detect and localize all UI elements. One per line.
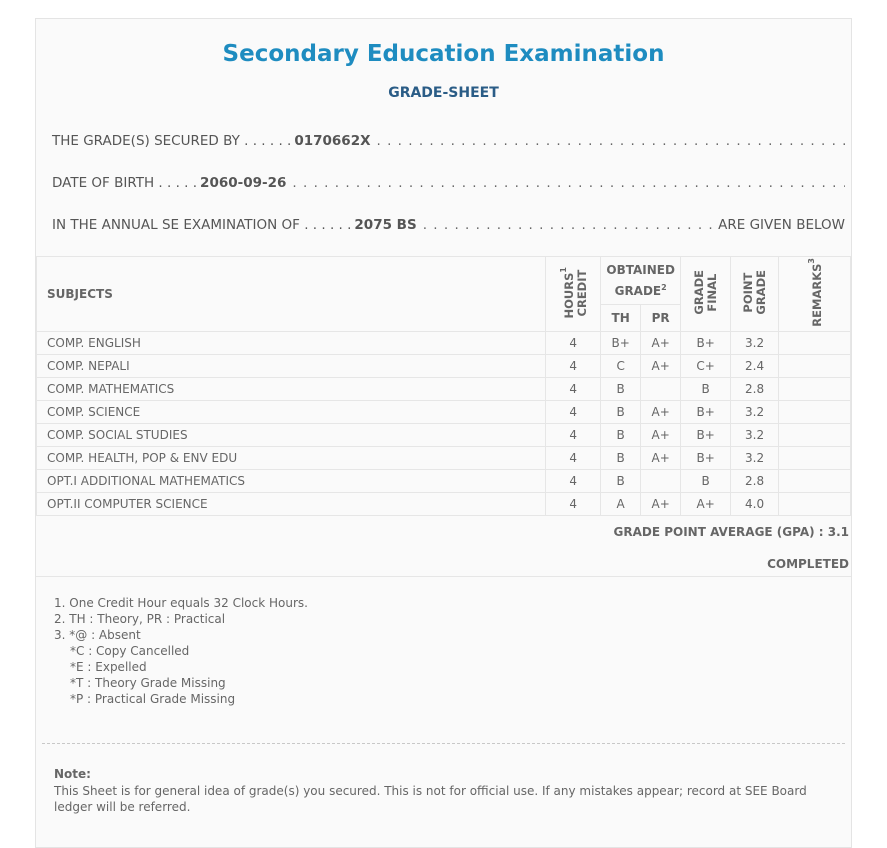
th-cell: B+	[601, 331, 641, 354]
point-cell: 2.8	[731, 469, 779, 492]
subject-cell: OPT.I ADDITIONAL MATHEMATICS	[37, 469, 546, 492]
header-final-grade	[681, 257, 731, 332]
note-text: This Sheet is for general idea of grade(s) you secured. This is not for official use. If any mistakes appear; record at SEE Board ledger will be referred.	[54, 784, 807, 814]
footnotes	[54, 595, 308, 707]
point-cell: 3.2	[731, 400, 779, 423]
exam-year: 2075 BS	[354, 217, 417, 233]
credit-cell: 4	[546, 423, 601, 446]
pr-cell: A+	[641, 354, 681, 377]
header-remarks-sup: 3	[807, 258, 817, 264]
credit-cell: 4	[546, 469, 601, 492]
header-obtained-sup: 2	[661, 283, 667, 293]
subject-cell: OPT.II COMPUTER SCIENCE	[37, 492, 546, 515]
th-cell: B	[601, 446, 641, 469]
pr-cell	[641, 377, 681, 400]
exam-line	[52, 217, 845, 235]
final-cell: B+	[681, 331, 731, 354]
remarks-cell	[779, 423, 851, 446]
footnote-item: 1. One Credit Hour equals 32 Clock Hours.	[54, 596, 308, 610]
credit-cell: 4	[546, 492, 601, 515]
symbol-number: 0170662X	[294, 133, 371, 149]
pr-cell: A+	[641, 423, 681, 446]
subject-cell: COMP. MATHEMATICS	[37, 377, 546, 400]
remarks-cell	[779, 331, 851, 354]
header-credit-line2: HOURS	[562, 272, 577, 319]
table-row	[37, 469, 851, 492]
table-row	[37, 331, 851, 354]
divider	[36, 576, 851, 577]
point-cell: 2.4	[731, 354, 779, 377]
subject-cell: COMP. SOCIAL STUDIES	[37, 423, 546, 446]
dot-leader	[292, 175, 845, 191]
table-row	[37, 400, 851, 423]
point-cell: 3.2	[731, 446, 779, 469]
th-cell: B	[601, 423, 641, 446]
dashed-divider	[42, 743, 845, 744]
dob-value: 2060-09-26	[200, 175, 287, 191]
remarks-cell	[779, 446, 851, 469]
table-row	[37, 423, 851, 446]
footnote-item: 2. TH : Theory, PR : Practical	[54, 612, 226, 626]
status-completed: COMPLETED	[767, 557, 849, 571]
header-subjects: SUBJECTS	[37, 257, 546, 332]
remarks-cell	[779, 492, 851, 515]
header-th: TH	[601, 305, 641, 331]
grades-table	[36, 256, 851, 516]
secured-by-label: THE GRADE(S) SECURED BY . . . . . .	[52, 133, 292, 149]
footnote-item: *T : Theory Grade Missing	[70, 676, 226, 690]
point-cell: 4.0	[731, 492, 779, 515]
subject-cell: COMP. NEPALI	[37, 354, 546, 377]
page-title: Secondary Education Examination	[222, 41, 665, 67]
final-cell: B+	[681, 423, 731, 446]
header-remarks-label: REMARKS	[809, 263, 824, 327]
final-cell: B	[681, 377, 731, 400]
dob-label: DATE OF BIRTH . . . . .	[52, 175, 198, 191]
point-cell: 3.2	[731, 331, 779, 354]
final-cell: C+	[681, 354, 731, 377]
exam-tail: ARE GIVEN BELOW	[718, 217, 845, 233]
subject-cell: COMP. ENGLISH	[37, 331, 546, 354]
credit-cell: 4	[546, 331, 601, 354]
subject-cell: COMP. HEALTH, POP & ENV EDU	[37, 446, 546, 469]
table-row	[37, 354, 851, 377]
header-credit-hours	[546, 257, 601, 332]
th-cell: B	[601, 377, 641, 400]
header-remarks	[779, 257, 851, 332]
exam-label: IN THE ANNUAL SE EXAMINATION OF . . . . . .	[52, 217, 352, 233]
table-row	[37, 492, 851, 515]
header-obtained-grade	[601, 257, 681, 305]
grade-sheet	[35, 18, 852, 848]
note-title: Note:	[54, 767, 91, 781]
page-subtitle: GRADE-SHEET	[388, 85, 499, 101]
point-cell: 2.8	[731, 377, 779, 400]
final-cell: B+	[681, 446, 731, 469]
remarks-cell	[779, 469, 851, 492]
th-cell: C	[601, 354, 641, 377]
header-credit-sup: 1	[559, 266, 569, 273]
remarks-cell	[779, 354, 851, 377]
header-grade-point	[731, 257, 779, 332]
header-point-line1: GRADE	[754, 270, 769, 315]
th-cell: A	[601, 492, 641, 515]
credit-cell: 4	[546, 354, 601, 377]
dob-line	[52, 175, 845, 193]
footnote-item: *C : Copy Cancelled	[70, 644, 190, 658]
secured-by-line	[52, 133, 845, 151]
pr-cell: A+	[641, 400, 681, 423]
pr-cell: A+	[641, 492, 681, 515]
header-obtained-line2: GRADE	[614, 284, 662, 299]
pr-cell: A+	[641, 446, 681, 469]
subject-cell: COMP. SCIENCE	[37, 400, 546, 423]
remarks-cell	[779, 400, 851, 423]
header-credit-line1: CREDIT	[575, 268, 590, 316]
footnote-item: *E : Expelled	[70, 660, 147, 674]
pr-cell: A+	[641, 331, 681, 354]
header-final-line2: GRADE	[692, 270, 707, 315]
table-row	[37, 446, 851, 469]
footnote-item: *P : Practical Grade Missing	[70, 692, 236, 706]
pr-cell	[641, 469, 681, 492]
th-cell: B	[601, 469, 641, 492]
point-cell: 3.2	[731, 423, 779, 446]
th-cell: B	[601, 400, 641, 423]
credit-cell: 4	[546, 400, 601, 423]
footnote-item: 3. *@ : Absent	[54, 628, 141, 642]
dot-leader	[423, 217, 714, 233]
header-point-line2: POINT	[741, 272, 756, 313]
header-obtained-line1: OBTAINED	[606, 263, 675, 278]
final-cell: B+	[681, 400, 731, 423]
credit-cell: 4	[546, 377, 601, 400]
dot-leader	[377, 133, 845, 149]
remarks-cell	[779, 377, 851, 400]
header-final-line1: FINAL	[705, 273, 720, 312]
table-row	[37, 377, 851, 400]
final-cell: B	[681, 469, 731, 492]
credit-cell: 4	[546, 446, 601, 469]
final-cell: A+	[681, 492, 731, 515]
header-pr: PR	[641, 305, 681, 331]
gpa-summary: GRADE POINT AVERAGE (GPA) : 3.1	[613, 525, 849, 539]
